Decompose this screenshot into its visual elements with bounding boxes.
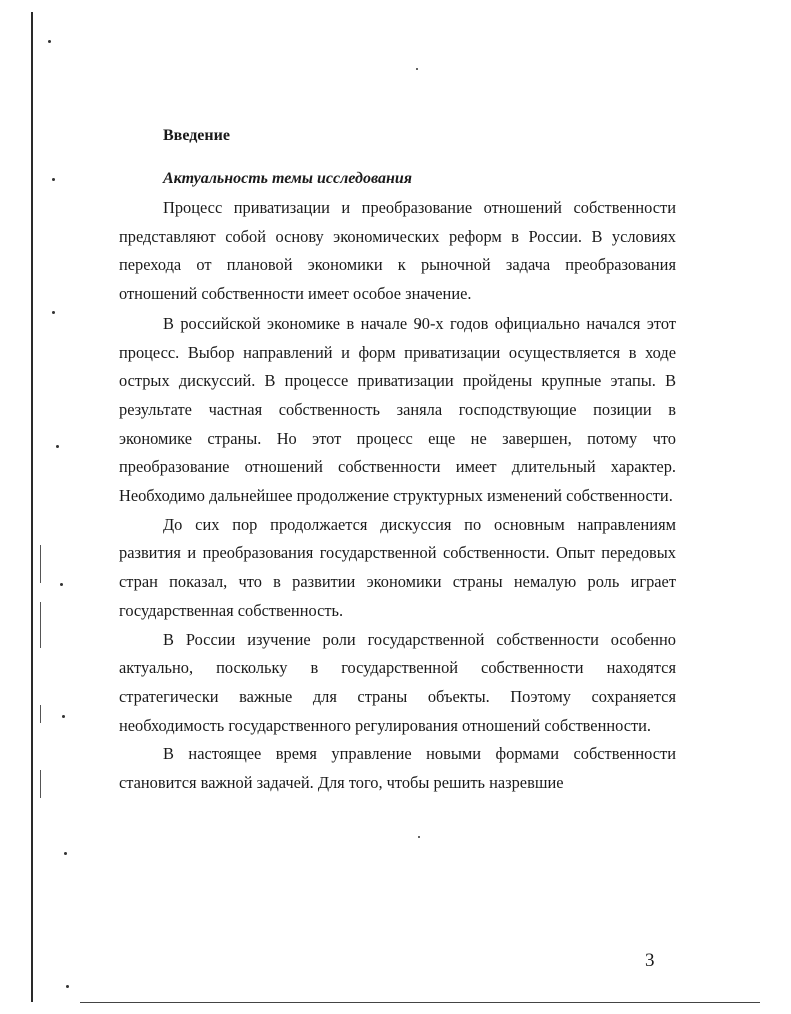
scan-speck (62, 715, 65, 718)
scan-mark (40, 545, 41, 583)
scan-speck (418, 836, 420, 838)
scan-speck (66, 985, 69, 988)
paragraph: В настоящее время управление новыми формами собственности становится важной задачей. Для того, чтобы решить назревшие (119, 744, 676, 793)
scan-speck (52, 311, 55, 314)
scan-left-border (31, 12, 33, 1002)
scan-bottom-border (80, 1002, 760, 1003)
scan-speck (56, 445, 59, 448)
paragraph: В российской экономике в начале 90-х годов официально начался этот процесс. Выбор направлений и форм приватизации осуществляется в ходе острых дискуссий. В процессе приватизации пройдены крупные этапы. В результате частная собственность заняла господствующие позиции в экономике страны. Но этот процесс еще не завершен, потому что преобразование отношений собственности имеет длительный характер. Необходимо дальнейшее продолжение структурных изменений собственности. (119, 313, 676, 506)
subsection-heading: Актуальность темы исследования (163, 170, 412, 187)
page-number: 3 (645, 950, 655, 971)
scan-speck (48, 40, 51, 43)
paragraph: В России изучение роли государственной собственности особенно актуально, поскольку в государственной собственности находятся стратегически важные для страны объекты. Поэтому сохраняется необходимость государственного регулирования отношений собственности. (119, 629, 676, 735)
scan-speck (52, 178, 55, 181)
section-heading: Введение (163, 127, 230, 144)
body-text (119, 194, 676, 798)
scan-speck (416, 68, 418, 70)
scan-speck (60, 583, 63, 586)
paragraph: До сих пор продолжается дискуссия по основным направлениям развития и преобразования государственной собственности. Опыт передовых стран показал, что в развитии экономики страны немалую роль играет государственная собственность. (119, 514, 676, 620)
scan-mark (40, 602, 41, 648)
scan-mark (40, 705, 41, 723)
paragraph: Процесс приватизации и преобразование отношений собственности представляют собой основу экономических реформ в России. В условиях перехода от плановой экономики к рыночной задача преобразования отношений собственности имеет особое значение. (119, 198, 676, 304)
scan-mark (40, 770, 41, 798)
scan-speck (64, 852, 67, 855)
